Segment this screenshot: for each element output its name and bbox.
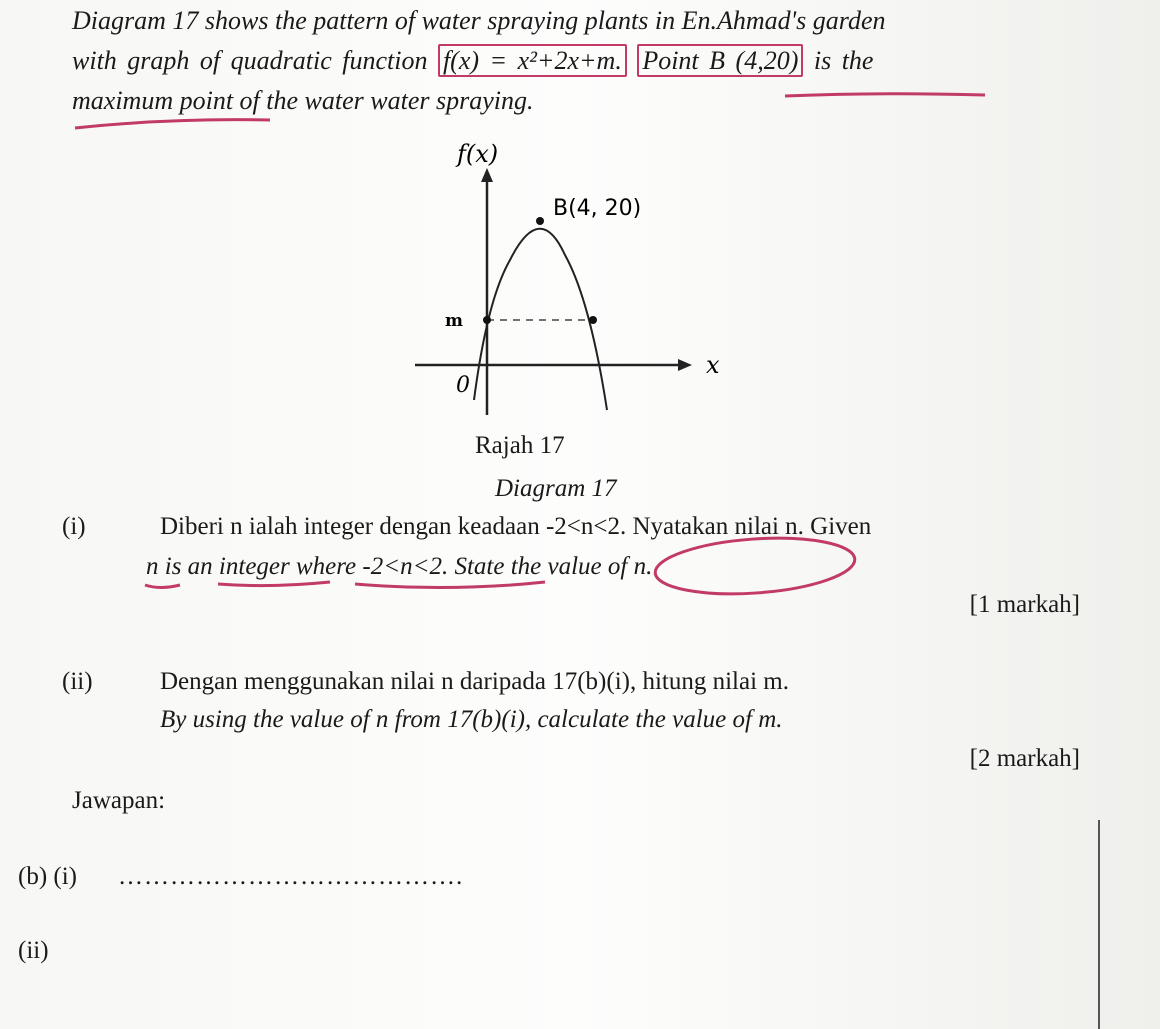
answer-b-i-line[interactable]: ………………………………….	[118, 863, 464, 890]
question-ii-malay: Dengan menggunakan nilai n daripada 17(b)(i), hitung nilai m.	[160, 668, 789, 695]
x-axis-arrow-icon	[678, 359, 692, 371]
circle-annotation	[653, 532, 856, 600]
question-ii-marks: [2 markah]	[969, 745, 1080, 772]
point-b	[536, 217, 544, 225]
function-annotation: f(x) = x²+2x+m.	[438, 44, 627, 77]
point-annotation: Point B (4,20)	[637, 44, 803, 77]
x-axis-label: x	[706, 351, 720, 379]
y-axis-arrow-icon	[481, 168, 493, 182]
question-ii-number: (ii)	[62, 668, 93, 695]
underline-annotation	[145, 585, 180, 588]
intro-line-3: maximum point of the water water spraying.	[72, 86, 534, 115]
underline-annotation	[355, 582, 545, 588]
y-axis-label: f(x)	[457, 140, 499, 168]
point-b-label: B(4, 20)	[553, 196, 642, 221]
answer-heading: Jawapan:	[72, 787, 166, 814]
intro-line-2-post: is the	[813, 46, 874, 75]
underline-annotation	[218, 582, 330, 586]
question-ii-english: By using the value of n from 17(b)(i), calculate the value of m.	[160, 706, 783, 733]
caption-malay: Rajah 17	[475, 432, 565, 459]
margin-line	[1098, 820, 1100, 1029]
m-label: m	[445, 311, 463, 331]
point-symmetric	[589, 316, 597, 324]
answer-b-i-label: (b) (i)	[18, 863, 77, 890]
question-i-malay: Diberi n ialah integer dengan keadaan -2<n<2. Nyatakan nilai n. Given	[160, 513, 872, 540]
point-m	[483, 316, 491, 324]
caption-english: Diagram 17	[495, 475, 617, 502]
underline-annotation	[75, 120, 270, 128]
origin-label: 0	[456, 373, 470, 398]
question-i-number: (i)	[62, 513, 86, 540]
underline-annotation	[785, 94, 985, 96]
intro-line-2-pre: with graph of quadratic function	[72, 46, 428, 75]
question-i-english: n is an integer where -2<n<2. State the value of n.	[146, 553, 653, 580]
question-i-marks: [1 markah]	[969, 591, 1080, 618]
answer-ii-label: (ii)	[18, 937, 49, 964]
intro-line-1: Diagram 17 shows the pattern of water spraying plants in En.Ahmad's garden	[72, 6, 886, 35]
